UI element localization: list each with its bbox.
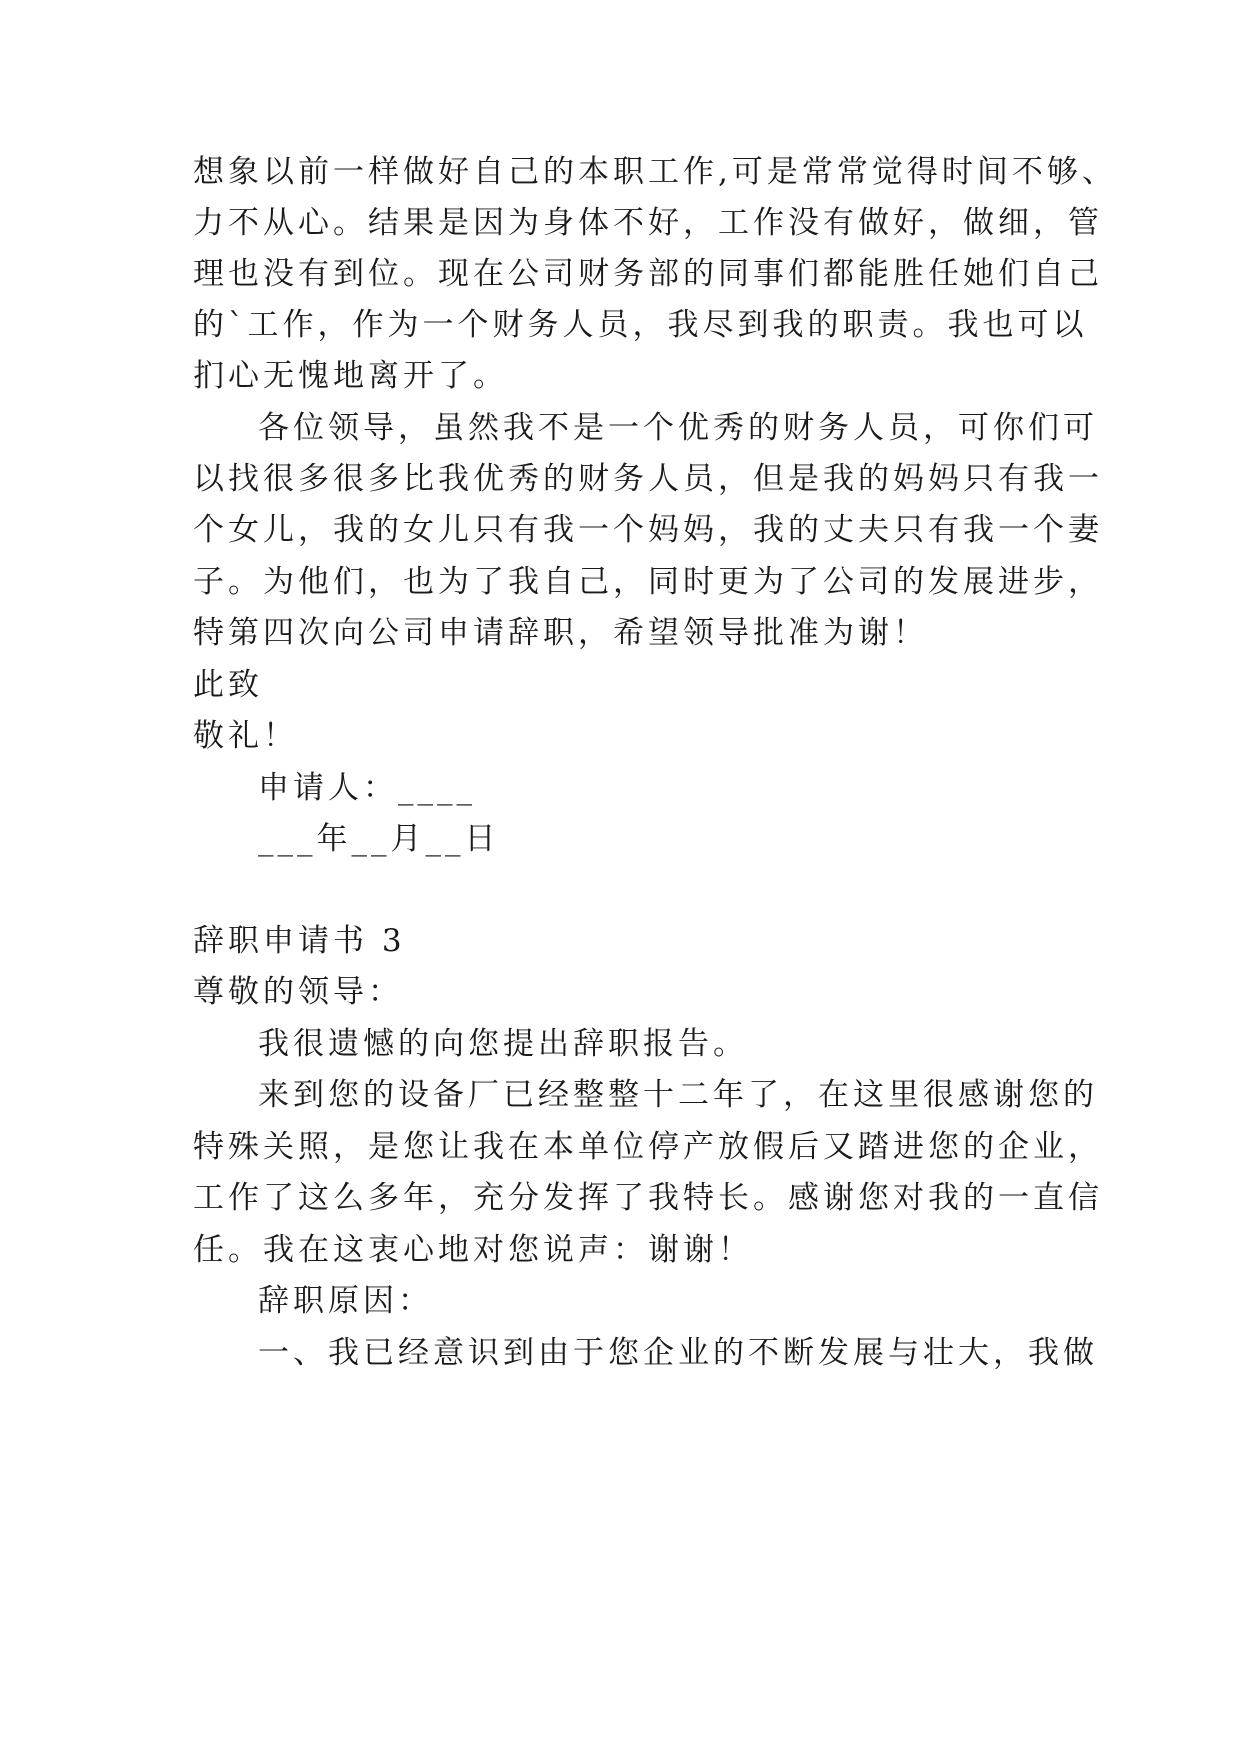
closing-salutation: 此致	[193, 667, 263, 703]
paragraph-line: 以找很多很多比我优秀的财务人员，但是我的妈妈只有我一	[193, 461, 1103, 497]
paragraph-line: 子。为他们，也为了我自己，同时更为了公司的发展进步，	[193, 564, 1103, 600]
closing-regards: 敬礼！	[193, 718, 298, 754]
paragraph-line: 想象以前一样做好自己的本职工作,可是常常觉得时间不够、	[193, 154, 1117, 190]
paragraph-line: 来到您的设备厂已经整整十二年了，在这里很感谢您的	[258, 1077, 1098, 1113]
paragraph-line: 特第四次向公司申请辞职，希望领导批准为谢！	[193, 615, 928, 651]
paragraph-line: 我很遗憾的向您提出辞职报告。	[258, 1026, 748, 1062]
paragraph-line: 任。我在这衷心地对您说声：谢谢！	[193, 1232, 753, 1268]
date-line: ___年__月__日	[258, 821, 500, 857]
paragraph-line: 的`工作，作为一个财务人员，我尽到我的职责。我也可以	[193, 307, 1088, 343]
paragraph-line: 特殊关照，是您让我在本单位停产放假后又踏进您的企业，	[193, 1129, 1103, 1165]
paragraph-line: 个女儿，我的女儿只有我一个妈妈，我的丈夫只有我一个妻	[193, 512, 1103, 548]
paragraph-line: 力不从心。结果是因为身体不好，工作没有做好，做细，管	[193, 205, 1103, 241]
greeting: 尊敬的领导：	[193, 974, 403, 1010]
reason-heading: 辞职原因：	[258, 1283, 433, 1319]
applicant-line: 申请人：____	[258, 770, 476, 806]
section-title: 辞职申请书 3	[193, 923, 406, 959]
paragraph-line: 理也没有到位。现在公司财务部的同事们都能胜任她们自己	[193, 256, 1103, 292]
paragraph-line: 各位领导，虽然我不是一个优秀的财务人员，可你们可	[258, 410, 1098, 446]
paragraph-line: 一、我已经意识到由于您企业的不断发展与壮大，我做	[258, 1335, 1098, 1371]
paragraph-line: 扪心无愧地离开了。	[193, 358, 508, 394]
paragraph-line: 工作了这么多年，充分发挥了我特长。感谢您对我的一直信	[193, 1180, 1103, 1216]
